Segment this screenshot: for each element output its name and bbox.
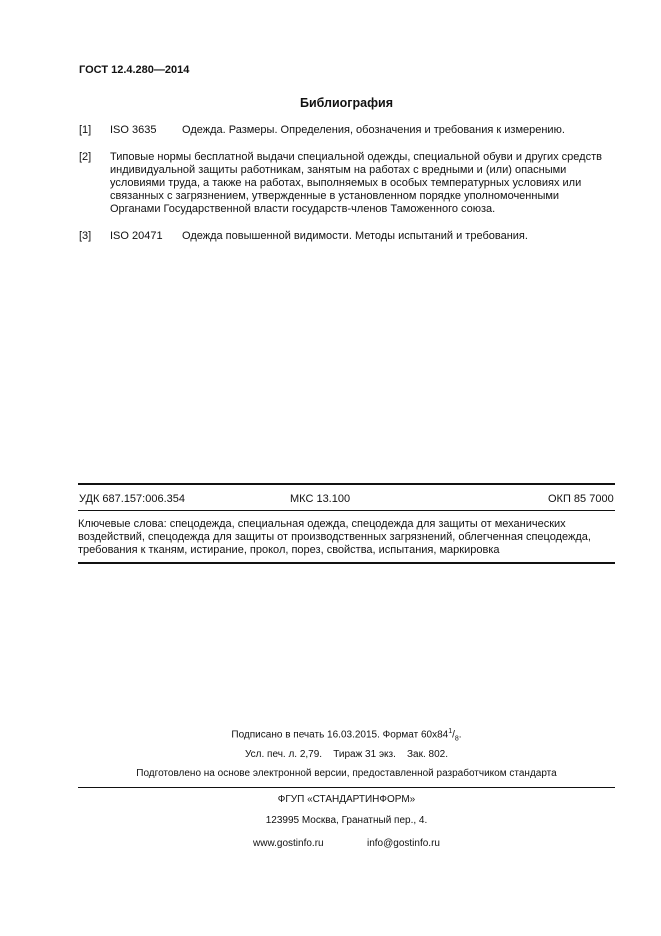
keywords-line-3: требования к тканям, истирание, прокол, порез, свойства, испытания, маркировка (78, 544, 500, 556)
top-rule (78, 483, 615, 485)
website-link[interactable]: www.gostinfo.ru (253, 838, 324, 849)
print-info: Усл. печ. л. 2,79. Тираж 31 экз. Зак. 802. (244, 749, 449, 760)
bib-item-2-line-1: Типовые нормы бесплатной выдачи специальной одежды, специальной обуви и других средств (110, 151, 602, 163)
signed-info: Подписано в печать 16.03.2015. Формат $60x84^1/_8$. (231, 728, 462, 743)
keywords-line-1: Ключевые слова: спецодежда, специальная одежда, спецодежда для защиты от механических (78, 518, 566, 530)
keywords-block (78, 518, 615, 557)
bib-item-3-code: ISO 20471 (110, 230, 163, 242)
bib-item-2-number: [2] (79, 151, 92, 163)
signed-prefix: Подписано в печать 16.03.2015. Формат 60x84 (231, 729, 449, 741)
keywords-line-2: воздействий, спецодежда для защиты от производственных загрязнений, облегченная спецодежда, (78, 531, 591, 543)
bib-item-1-number: [1] (79, 124, 92, 136)
okp-code: ОКП 85 7000 (548, 493, 614, 505)
bib-item-1-text: Одежда. Размеры. Определения, обозначения и требования к измерению. (182, 124, 565, 136)
email-link[interactable]: info@gostinfo.ru (367, 838, 440, 849)
bib-item-3-text: Одежда повышенной видимости. Методы испытаний и требования. (182, 230, 528, 242)
bottom-rule (78, 562, 615, 564)
bib-item-2-line-3: условиями труда, а также на работах, выполняемых в особых температурных условиях или (110, 177, 582, 189)
bib-item-1-code: ISO 3635 (110, 124, 157, 136)
prepared-note: Подготовлено на основе электронной версии, предоставленной разработчиком стандарта (136, 768, 557, 779)
format-numerator: 1 (448, 728, 453, 735)
bib-item-3-number: [3] (79, 230, 92, 242)
signed-suffix: . (458, 729, 462, 741)
format-denominator: 8 (454, 735, 459, 743)
document-code: ГОСТ 12.4.280—2014 (79, 64, 190, 76)
bib-item-2-line-5: Органами Государственной власти государств-членов Таможенного союза. (110, 203, 496, 215)
middle-rule (78, 510, 615, 511)
bib-item-2-line-4: связанных с загрязнением, утвержденные в установленном порядке уполномоченными (110, 190, 560, 202)
publisher-name: ФГУП «СТАНДАРТИНФОРМ» (277, 794, 416, 805)
udk-code: УДК 687.157:006.354 (79, 493, 185, 505)
bibliography-title: Библиография (299, 96, 394, 110)
bib-item-2-line-2: индивидуальной защиты работникам, занятым на работах с вредными и (или) опасными (110, 164, 567, 176)
imprint-rule (78, 787, 615, 788)
publisher-address: 123995 Москва, Гранатный пер., 4. (265, 815, 428, 826)
mks-code: МКС 13.100 (290, 493, 351, 505)
